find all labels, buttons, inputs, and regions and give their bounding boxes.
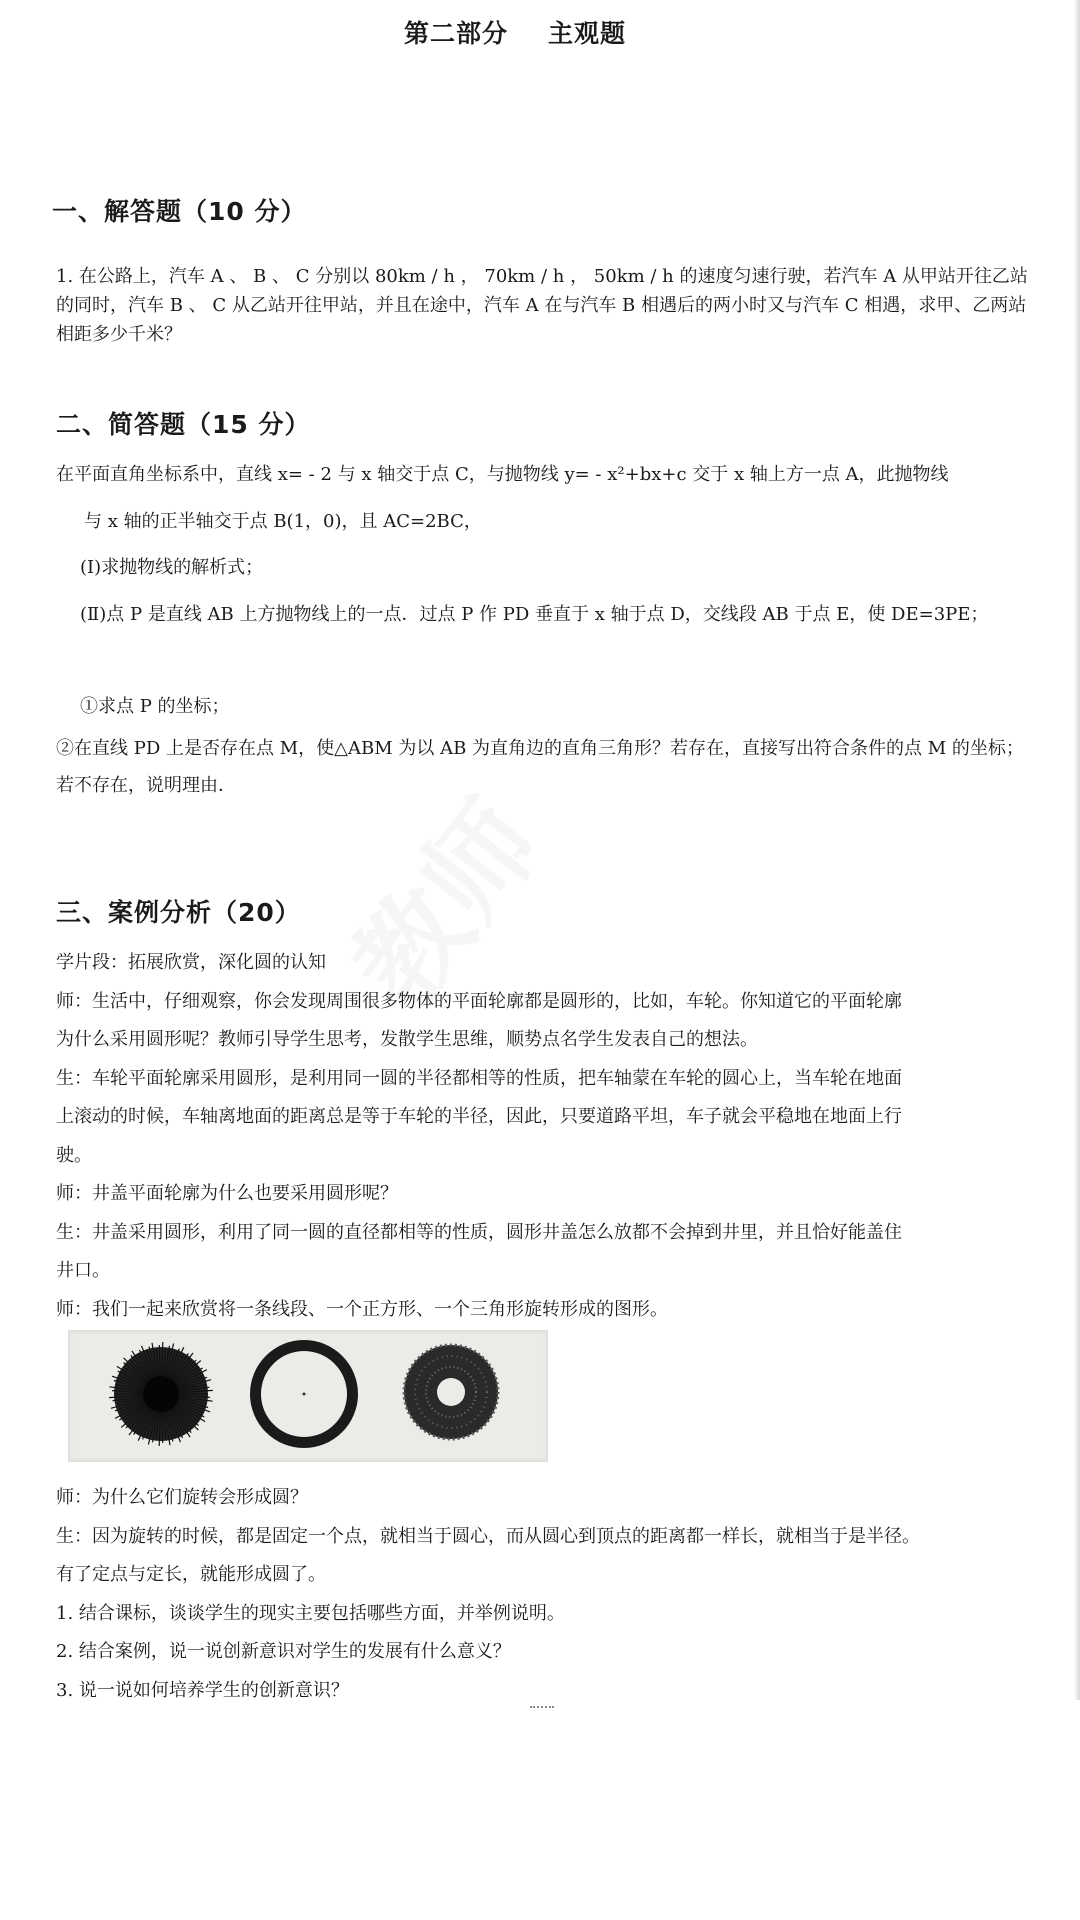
question-2: 2. 结合案例，说一说创新意识对学生的发展有什么意义？ [56, 1641, 511, 1662]
section2-sub2: ②在直线 PD 上是否存在点 M，使△ABM 为以 AB 为直角边的直角三角形？若存在，直接写出符合条件的点 M 的坐标；若不存在，说明理由． [56, 738, 1024, 796]
case-line: 师：生活中，仔细观察，你会发现周围很多物体的平面轮廓都是圆形的，比如，车轮。你知道它的平面轮廓 [56, 990, 902, 1012]
rotated-square-figure [250, 1340, 358, 1448]
section1-heading: 一、解答题（10 分） [52, 197, 307, 226]
case-line: 学片段：拓展欣赏，深化圆的认知 [56, 952, 326, 973]
rotation-figure-photo [68, 1330, 548, 1462]
case-line: 生：因为旋转的时候，都是固定一个点，就相当于圆心，而从圆心到顶点的距离都一样长，就相当于是半径。 [56, 1525, 920, 1547]
case-line: 师：为什么它们旋转会形成圆？ [56, 1487, 308, 1508]
case-line: 师：井盖平面轮廓为什么也要采用圆形呢？ [56, 1183, 398, 1204]
section1-question: 1. 在公路上，汽车 A 、 B 、 C 分别以 80km / h ， 70km / h ， 50km / h 的速度匀速行驶，若汽车 A 从甲站开往乙站的同时，汽车 B 、 C 从乙站开往甲站，并且在途中，汽车 A 在与汽车 B 相遇后的两小时又与汽车 C 相遇，求甲、乙两站相距多少千米？ [56, 266, 1028, 345]
case-line: 为什么采用圆形呢？教师引导学生思考，发散学生思维，顺势点名学生发表自己的想法。 [56, 1029, 758, 1050]
section2-sub1: ①求点 P 的坐标； [80, 696, 230, 717]
section2-heading: 二、简答题（15 分） [56, 410, 311, 439]
case-line: 有了定点与定长，就能形成圆了。 [56, 1564, 326, 1585]
page-title [0, 14, 1030, 50]
page-edge-shadow [1074, 0, 1080, 1700]
section2-stem-line2: 与 x 轴的正半轴交于点 B(1，0)，且 AC=2BC， [84, 511, 482, 532]
section2-part1: (Ⅰ)求抛物线的解析式； [80, 557, 264, 578]
section3-case-text [56, 944, 1031, 1329]
question-1: 1. 结合课标，谈谈学生的现实主要包括哪些方面，并举例说明。 [56, 1602, 565, 1624]
case-line: 井口。 [56, 1260, 110, 1281]
rotation-figure-svg [68, 1330, 548, 1462]
question-3: 3. 说一说如何培养学生的创新意识？ [56, 1679, 349, 1701]
section3-heading: 三、案例分析（20） [56, 898, 301, 927]
section3-after-figure [56, 1479, 1031, 1710]
case-line: 驶。 [56, 1144, 92, 1166]
case-line: 生：井盖采用圆形，利用了同一圆的直径都相等的性质，圆形井盖怎么放都不会掉到井里，并且恰好能盖住 [56, 1221, 902, 1243]
case-line: 上滚动的时候，车轴离地面的距离总是等于车轮的半径，因此，只要道路平坦，车子就会平稳地在地面上行 [56, 1106, 902, 1127]
section2-part2: (Ⅱ)点 P 是直线 AB 上方抛物线上的一点．过点 P 作 PD 垂直于 x 轴于点 D，交线段 AB 于点 E，使 DE=3PE； [80, 604, 989, 625]
rotated-triangle-figure [404, 1345, 498, 1439]
page-title-part2: 主观题 [548, 19, 627, 48]
case-line: 师：我们一起来欣赏将一条线段、一个正方形、一个三角形旋转形成的图形。 [56, 1298, 668, 1320]
rotated-segment-figure [109, 1342, 213, 1446]
page-title-part1: 第二部分 [403, 19, 508, 48]
case-line: 生：车轮平面轮廓采用圆形，是利用同一圆的半径都相等的性质，把车轴蒙在车轮的圆心上，当车轮在地面 [56, 1067, 902, 1089]
section2-stem-line1: 在平面直角坐标系中，直线 x= - 2 与 x 轴交于点 C，与抛物线 y= - x²+bx+c 交于 x 轴上方一点 A，此抛物线 [56, 464, 949, 485]
page-cut-mark [530, 1706, 554, 1712]
